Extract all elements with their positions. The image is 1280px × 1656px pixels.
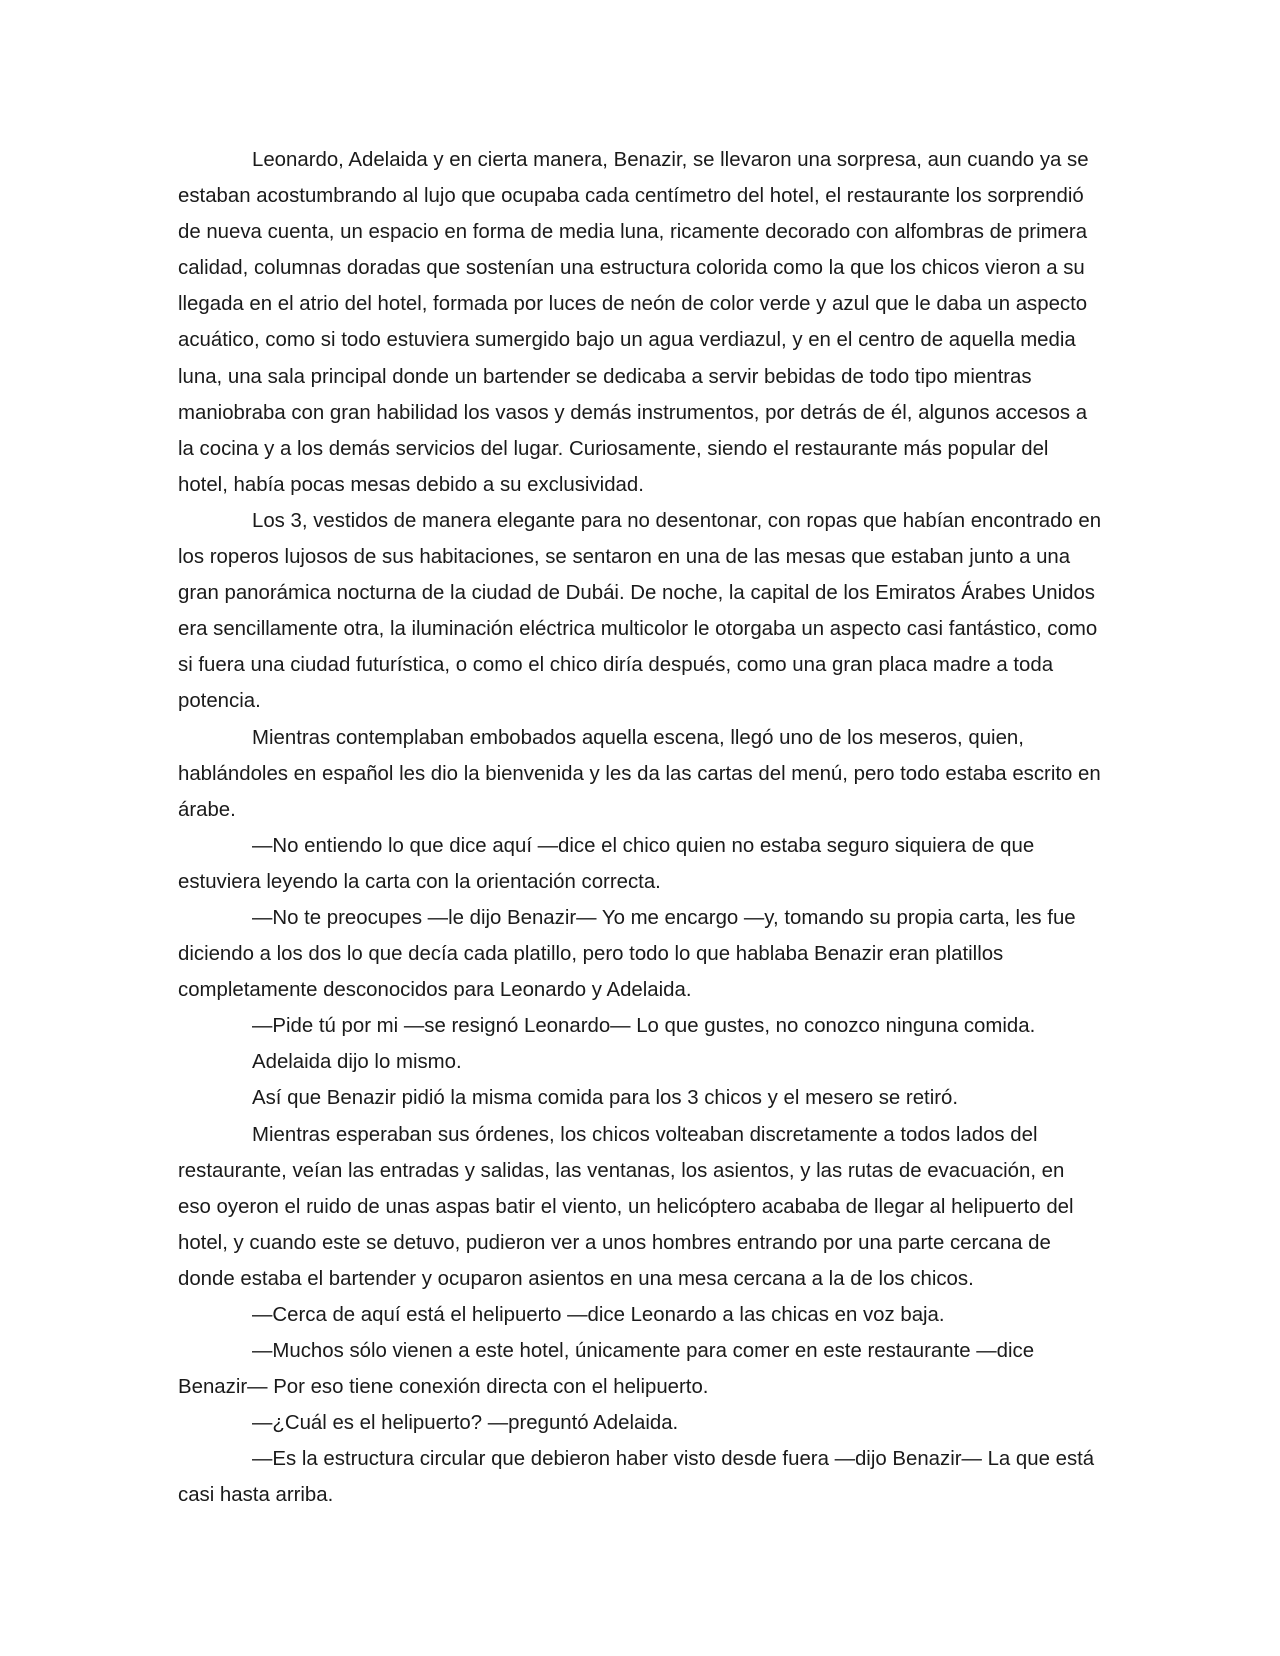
paragraph: —No te preocupes —le dijo Benazir— Yo me encargo —y, tomando su propia carta, les fue diciendo a los dos lo que decía cada platillo, pero todo lo que hablaba Benazir eran platillos completamente desconocidos para Leonardo y Adelaida.: [178, 906, 1076, 1002]
paragraph: Mientras contemplaban embobados aquella escena, llegó uno de los meseros, quien, hablándoles en español les dio la bienvenida y les da las cartas del menú, pero todo estaba escrito en árabe.: [178, 726, 1101, 821]
paragraph: —Pide tú por mi —se resignó Leonardo— Lo que gustes, no conozco ninguna comida.: [252, 1015, 1036, 1038]
paragraph: Los 3, vestidos de manera elegante para no desentonar, con ropas que habían encontrado en los roperos lujosos de sus habitaciones, se sentaron en una de las mesas que estaban junto a una gran panorámica nocturna de la ciudad de Dubái. De noche, la capital de los Emiratos Árabes Unidos era sencillamente otra, la iluminación eléctrica multicolor le otorgaba un aspecto casi fantástico, como si fuera una ciudad futurística, o como el chico diría después, como una gran placa madre a toda potencia.: [178, 509, 1102, 713]
paragraph: Leonardo, Adelaida y en cierta manera, Benazir, se llevaron una sorpresa, aun cuando ya se estaban acostumbrando al lujo que ocupaba cada centímetro del hotel, el restaurante los sorprendió de nueva cuenta, un espacio en forma de media luna, ricamente decorado con alfombras de primera calidad, columnas doradas que sostenían una estructura colorida como la que los chicos vieron a su llegada en el atrio del hotel, formada por luces de neón de color verde y azul que le daba un aspecto acuático, como si todo estuviera sumergido bajo un agua verdiazul, y en el centro de aquella media luna, una sala principal donde un bartender se dedicaba a servir bebidas de todo tipo mientras maniobraba con gran habilidad los vasos y demás instrumentos, por detrás de él, algunos accesos a la cocina y a los demás servicios del lugar. Curiosamente, siendo el restaurante más popular del hotel, había pocas mesas debido a su exclusividad.: [178, 149, 1089, 496]
paragraph: Mientras esperaban sus órdenes, los chicos volteaban discretamente a todos lados del restaurante, veían las entradas y salidas, las ventanas, los asientos, y las rutas de evacuación, en eso oyeron el ruido de unas aspas batir el viento, un helicóptero acababa de llegar al helipuerto del hotel, y cuando este se detuvo, pudieron ver a unos hombres entrando por una parte cercana de donde estaba el bartender y ocuparon asientos en una mesa cercana a la de los chicos.: [178, 1123, 1074, 1290]
paragraph: —Muchos sólo vienen a este hotel, únicamente para comer en este restaurante —dice Benazir— Por eso tiene conexión directa con el helipuerto.: [178, 1340, 1035, 1399]
body-text: [178, 142, 1102, 1514]
paragraph: Adelaida dijo lo mismo.: [252, 1051, 462, 1074]
paragraph: —No entiendo lo que dice aquí —dice el chico quien no estaba seguro siquiera de que estuviera leyendo la carta con la orientación correcta.: [178, 834, 1035, 893]
paragraph: —Cerca de aquí está el helipuerto —dice Leonardo a las chicas en voz baja.: [252, 1304, 945, 1326]
paragraph: —¿Cuál es el helipuerto? —preguntó Adelaida.: [252, 1412, 679, 1435]
paragraph: Así que Benazir pidió la misma comida para los 3 chicos y el mesero se retiró.: [252, 1087, 959, 1110]
paragraph: —Es la estructura circular que debieron haber visto desde fuera —dijo Benazir— La que está casi hasta arriba.: [178, 1448, 1095, 1507]
